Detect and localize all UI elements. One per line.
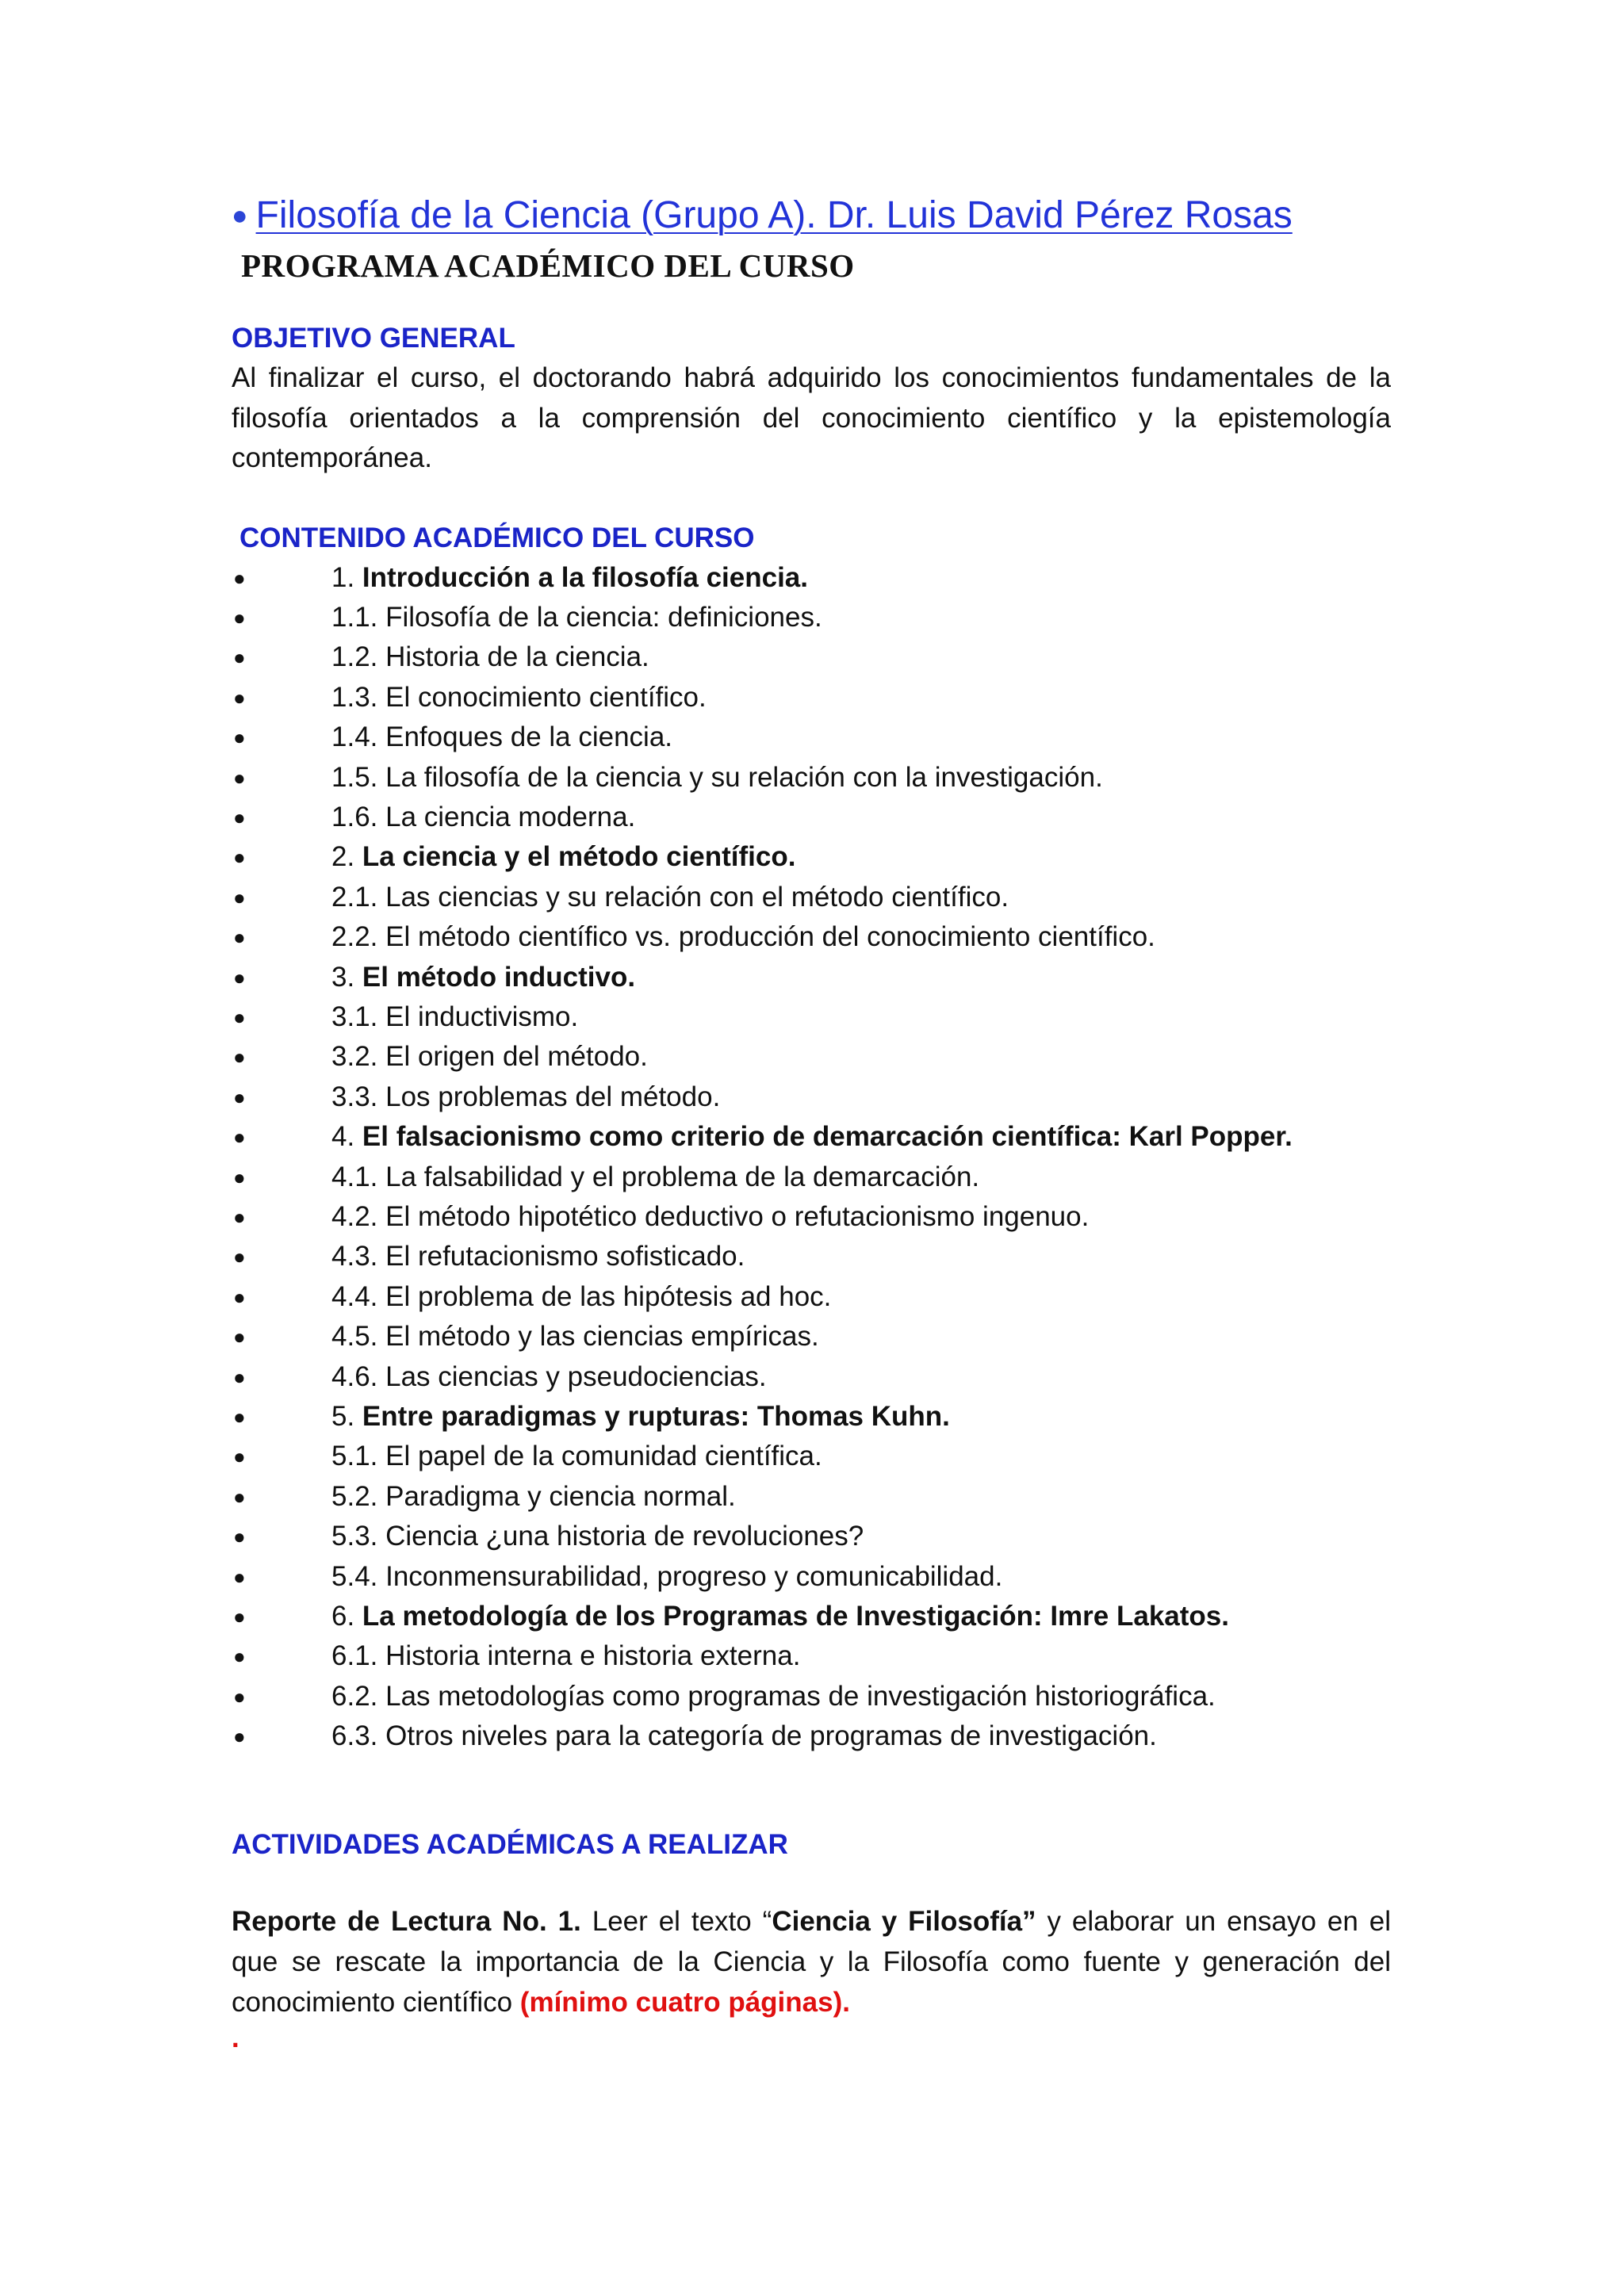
list-item-text: El refutacionismo sofisticado. [385, 1241, 745, 1272]
list-item [232, 1477, 1391, 1517]
list-item-content [331, 1677, 1216, 1716]
list-item-number: 5.4. [331, 1560, 386, 1592]
list-item-number: 5. [331, 1401, 362, 1433]
bullet-icon: ● [233, 685, 246, 710]
objetivo-heading: OBJETIVO GENERAL [232, 323, 515, 354]
list-item-content [331, 1037, 648, 1077]
list-item [232, 1158, 1391, 1197]
list-item [232, 598, 1391, 637]
list-item [232, 678, 1391, 718]
bullet-icon: ● [233, 645, 246, 670]
bullet-icon: ● [233, 805, 246, 829]
list-item [232, 1636, 1391, 1676]
list-item-text: Paradigma y ciencia normal. [385, 1480, 736, 1512]
list-item-text: Filosofía de la ciencia: definiciones. [385, 601, 822, 633]
list-item [232, 1597, 1391, 1636]
list-item [232, 1117, 1391, 1157]
bullet-icon: ● [233, 1045, 246, 1070]
list-item-text: Enfoques de la ciencia. [385, 721, 673, 753]
contenido-heading: CONTENIDO ACADÉMICO DEL CURSO [239, 522, 755, 553]
list-item-section-title: Introducción a la filosofía ciencia. [362, 561, 808, 593]
bullet-icon: ● [233, 1284, 246, 1309]
list-item [232, 758, 1391, 798]
reporte-book-title: Ciencia y Filosofía” [772, 1905, 1036, 1937]
list-item-content [331, 678, 707, 718]
list-item-text: El método científico vs. producción del conocimiento científico. [385, 921, 1155, 953]
list-item-content [331, 837, 795, 877]
bullet-icon: ● [233, 1245, 246, 1269]
bullet-icon: ● [233, 1405, 246, 1429]
list-item-section-title: La ciencia y el método científico. [362, 841, 796, 873]
list-item-number: 1.3. [331, 681, 386, 713]
bullet-icon: ● [233, 1724, 246, 1749]
list-item [232, 1197, 1391, 1237]
list-item-number: 3. [331, 961, 362, 993]
bullet-icon: ● [233, 1644, 246, 1669]
bullet-icon: ● [233, 1525, 246, 1549]
bullet-icon: ● [233, 1325, 246, 1349]
list-item-number: 6.2. [331, 1680, 386, 1712]
list-item-content [331, 637, 649, 677]
bullet-icon: ● [233, 1205, 246, 1229]
list-item-number: 4.2. [331, 1201, 386, 1232]
list-item-text: Otros niveles para la categoría de programas de investigación. [385, 1720, 1157, 1752]
list-item [232, 1557, 1391, 1597]
list-item-content [331, 958, 635, 997]
list-item-number: 4. [331, 1121, 362, 1153]
list-item-content [331, 1077, 720, 1117]
objetivo-text: Al finalizar el curso, el doctorando habrá adquirido los conocimientos fundamentales de la filosofía orientados a la comprensión del conocimiento científico y la epistemología contemporánea. [232, 362, 1391, 473]
list-item-number: 1.2. [331, 641, 386, 673]
bullet-icon: ● [233, 1004, 246, 1029]
bullet-icon: ● [233, 885, 246, 909]
list-item-content [331, 1237, 745, 1276]
list-item [232, 917, 1391, 957]
list-item [232, 997, 1391, 1037]
list-item-text: La ciencia moderna. [385, 801, 636, 832]
list-item-number: 1.1. [331, 601, 386, 633]
bullet-icon: ● [232, 201, 248, 231]
list-item-text: El método hipotético deductivo o refutacionismo ingenuo. [385, 1201, 1090, 1232]
trailing-dot: . [232, 2022, 239, 2053]
list-item-text: El inductivismo. [385, 1001, 579, 1032]
document-page [232, 190, 1391, 2054]
list-item-number: 5.1. [331, 1441, 386, 1472]
list-item-content [331, 798, 635, 837]
bullet-icon: ● [233, 845, 246, 870]
list-item [232, 1716, 1391, 1756]
list-item [232, 1237, 1391, 1276]
list-item-number: 6.1. [331, 1640, 386, 1672]
list-item-text: La filosofía de la ciencia y su relación con la investigación. [385, 761, 1103, 793]
bullet-icon: ● [233, 925, 246, 950]
list-item-number: 4.1. [331, 1161, 386, 1192]
list-item-content [331, 878, 1009, 917]
list-item-section-title: El método inductivo. [362, 961, 636, 993]
list-item-number: 2.2. [331, 921, 386, 953]
list-item-text: El origen del método. [385, 1041, 648, 1073]
list-item-text: Las metodologías como programas de investigación historiográfica. [385, 1680, 1216, 1712]
list-item-content [331, 1716, 1157, 1756]
list-item-text: La falsabilidad y el problema de la demarcación. [385, 1161, 980, 1192]
list-item-number: 3.1. [331, 1001, 386, 1032]
list-item-number: 5.3. [331, 1521, 386, 1552]
bullet-icon: ● [233, 1364, 246, 1389]
list-item [232, 1077, 1391, 1117]
reporte-minimum: (mínimo cuatro páginas). [519, 1986, 850, 2018]
list-item-number: 2. [331, 841, 362, 873]
bullet-icon: ● [233, 725, 246, 750]
list-item [232, 1037, 1391, 1077]
list-item [232, 837, 1391, 877]
list-item [232, 878, 1391, 917]
list-item-number: 2.1. [331, 881, 386, 913]
reporte-text-2: y elaborar un ensayo en el que se rescate la importancia de la Ciencia y la Filosofía como fuente y generación del conocimiento científico [232, 1905, 1391, 2018]
list-item-number: 1. [331, 561, 362, 593]
list-item-section-title: Entre paradigmas y rupturas: Thomas Kuhn. [362, 1401, 950, 1433]
list-item-content [331, 718, 672, 757]
list-item-text: Inconmensurabilidad, progreso y comunicabilidad. [385, 1560, 1003, 1592]
list-item [232, 1397, 1391, 1437]
list-item-content [331, 558, 808, 598]
list-item-content [331, 758, 1103, 798]
list-item [232, 1517, 1391, 1556]
list-item-text: El papel de la comunidad científica. [385, 1441, 822, 1472]
list-item-text: Historia interna e historia externa. [385, 1640, 801, 1672]
list-item-content [331, 1357, 767, 1397]
actividades-heading: ACTIVIDADES ACADÉMICAS A REALIZAR [232, 1828, 788, 1860]
list-item [232, 1357, 1391, 1397]
bullet-icon: ● [233, 1445, 246, 1469]
course-link[interactable]: Filosofía de la Ciencia (Grupo A). Dr. Luis David Pérez Rosas [255, 194, 1293, 236]
list-item-content [331, 1117, 1293, 1157]
list-item-number: 6. [331, 1601, 362, 1632]
list-item-content [331, 1557, 1002, 1597]
list-item-number: 4.5. [331, 1321, 386, 1353]
list-item [232, 1437, 1391, 1476]
list-item-section-title: La metodología de los Programas de Investigación: Imre Lakatos. [362, 1601, 1229, 1632]
list-item-number: 3.3. [331, 1081, 386, 1112]
list-item [232, 1677, 1391, 1716]
list-item-text: Las ciencias y su relación con el método científico. [385, 881, 1009, 913]
program-title: PROGRAMA ACADÉMICO DEL CURSO [241, 247, 855, 284]
bullet-icon: ● [233, 765, 246, 790]
list-item-text: Historia de la ciencia. [385, 641, 649, 673]
list-item-number: 3.2. [331, 1041, 386, 1073]
bullet-icon: ● [233, 605, 246, 629]
bullet-icon: ● [233, 1605, 246, 1629]
list-item-content [331, 1517, 864, 1556]
reporte-paragraph [232, 1901, 1391, 2022]
list-item-content [331, 1277, 831, 1317]
bullet-icon: ● [233, 1085, 246, 1109]
list-item-number: 4.4. [331, 1280, 386, 1312]
list-item-number: 5.2. [331, 1480, 386, 1512]
list-item-content [331, 997, 578, 1037]
list-item-number: 4.6. [331, 1360, 386, 1392]
list-item-content [331, 1397, 950, 1437]
list-item [232, 558, 1391, 598]
list-item [232, 1277, 1391, 1317]
bullet-icon: ● [233, 565, 246, 590]
list-item-number: 6.3. [331, 1720, 386, 1752]
list-item-text: El conocimiento científico. [385, 681, 707, 713]
list-item-text: El método y las ciencias empíricas. [385, 1321, 819, 1353]
bullet-icon: ● [233, 965, 246, 989]
list-item-content [331, 598, 822, 637]
contents-list [232, 558, 1391, 1757]
list-item-content [331, 1477, 736, 1517]
list-item-content [331, 917, 1155, 957]
list-item-content [331, 1597, 1229, 1636]
list-item-text: El problema de las hipótesis ad hoc. [385, 1280, 832, 1312]
list-item [232, 798, 1391, 837]
list-item-text: Los problemas del método. [385, 1081, 721, 1112]
bullet-icon: ● [233, 1484, 246, 1509]
list-item [232, 1317, 1391, 1357]
list-item-number: 1.4. [331, 721, 386, 753]
list-item-content [331, 1636, 800, 1676]
list-item-content [331, 1317, 819, 1357]
list-item [232, 637, 1391, 677]
reporte-label: Reporte de Lectura No. 1. [232, 1905, 581, 1937]
list-item-text: Las ciencias y pseudociencias. [385, 1360, 767, 1392]
list-item-content [331, 1437, 822, 1476]
list-item-number: 1.5. [331, 761, 386, 793]
bullet-icon: ● [233, 1125, 246, 1150]
list-item [232, 718, 1391, 757]
list-item [232, 958, 1391, 997]
list-item-content [331, 1197, 1089, 1237]
reporte-text-1: Leer el texto “ [580, 1905, 772, 1937]
list-item-section-title: El falsacionismo como criterio de demarcación científica: Karl Popper. [362, 1121, 1293, 1153]
list-item-number: 4.3. [331, 1241, 386, 1272]
bullet-icon: ● [233, 1564, 246, 1589]
bullet-icon: ● [233, 1165, 246, 1189]
list-item-content [331, 1158, 979, 1197]
course-title-line [232, 190, 1391, 244]
bullet-icon: ● [233, 1684, 246, 1709]
list-item-text: Ciencia ¿una historia de revoluciones? [385, 1521, 864, 1552]
list-item-number: 1.6. [331, 801, 386, 832]
